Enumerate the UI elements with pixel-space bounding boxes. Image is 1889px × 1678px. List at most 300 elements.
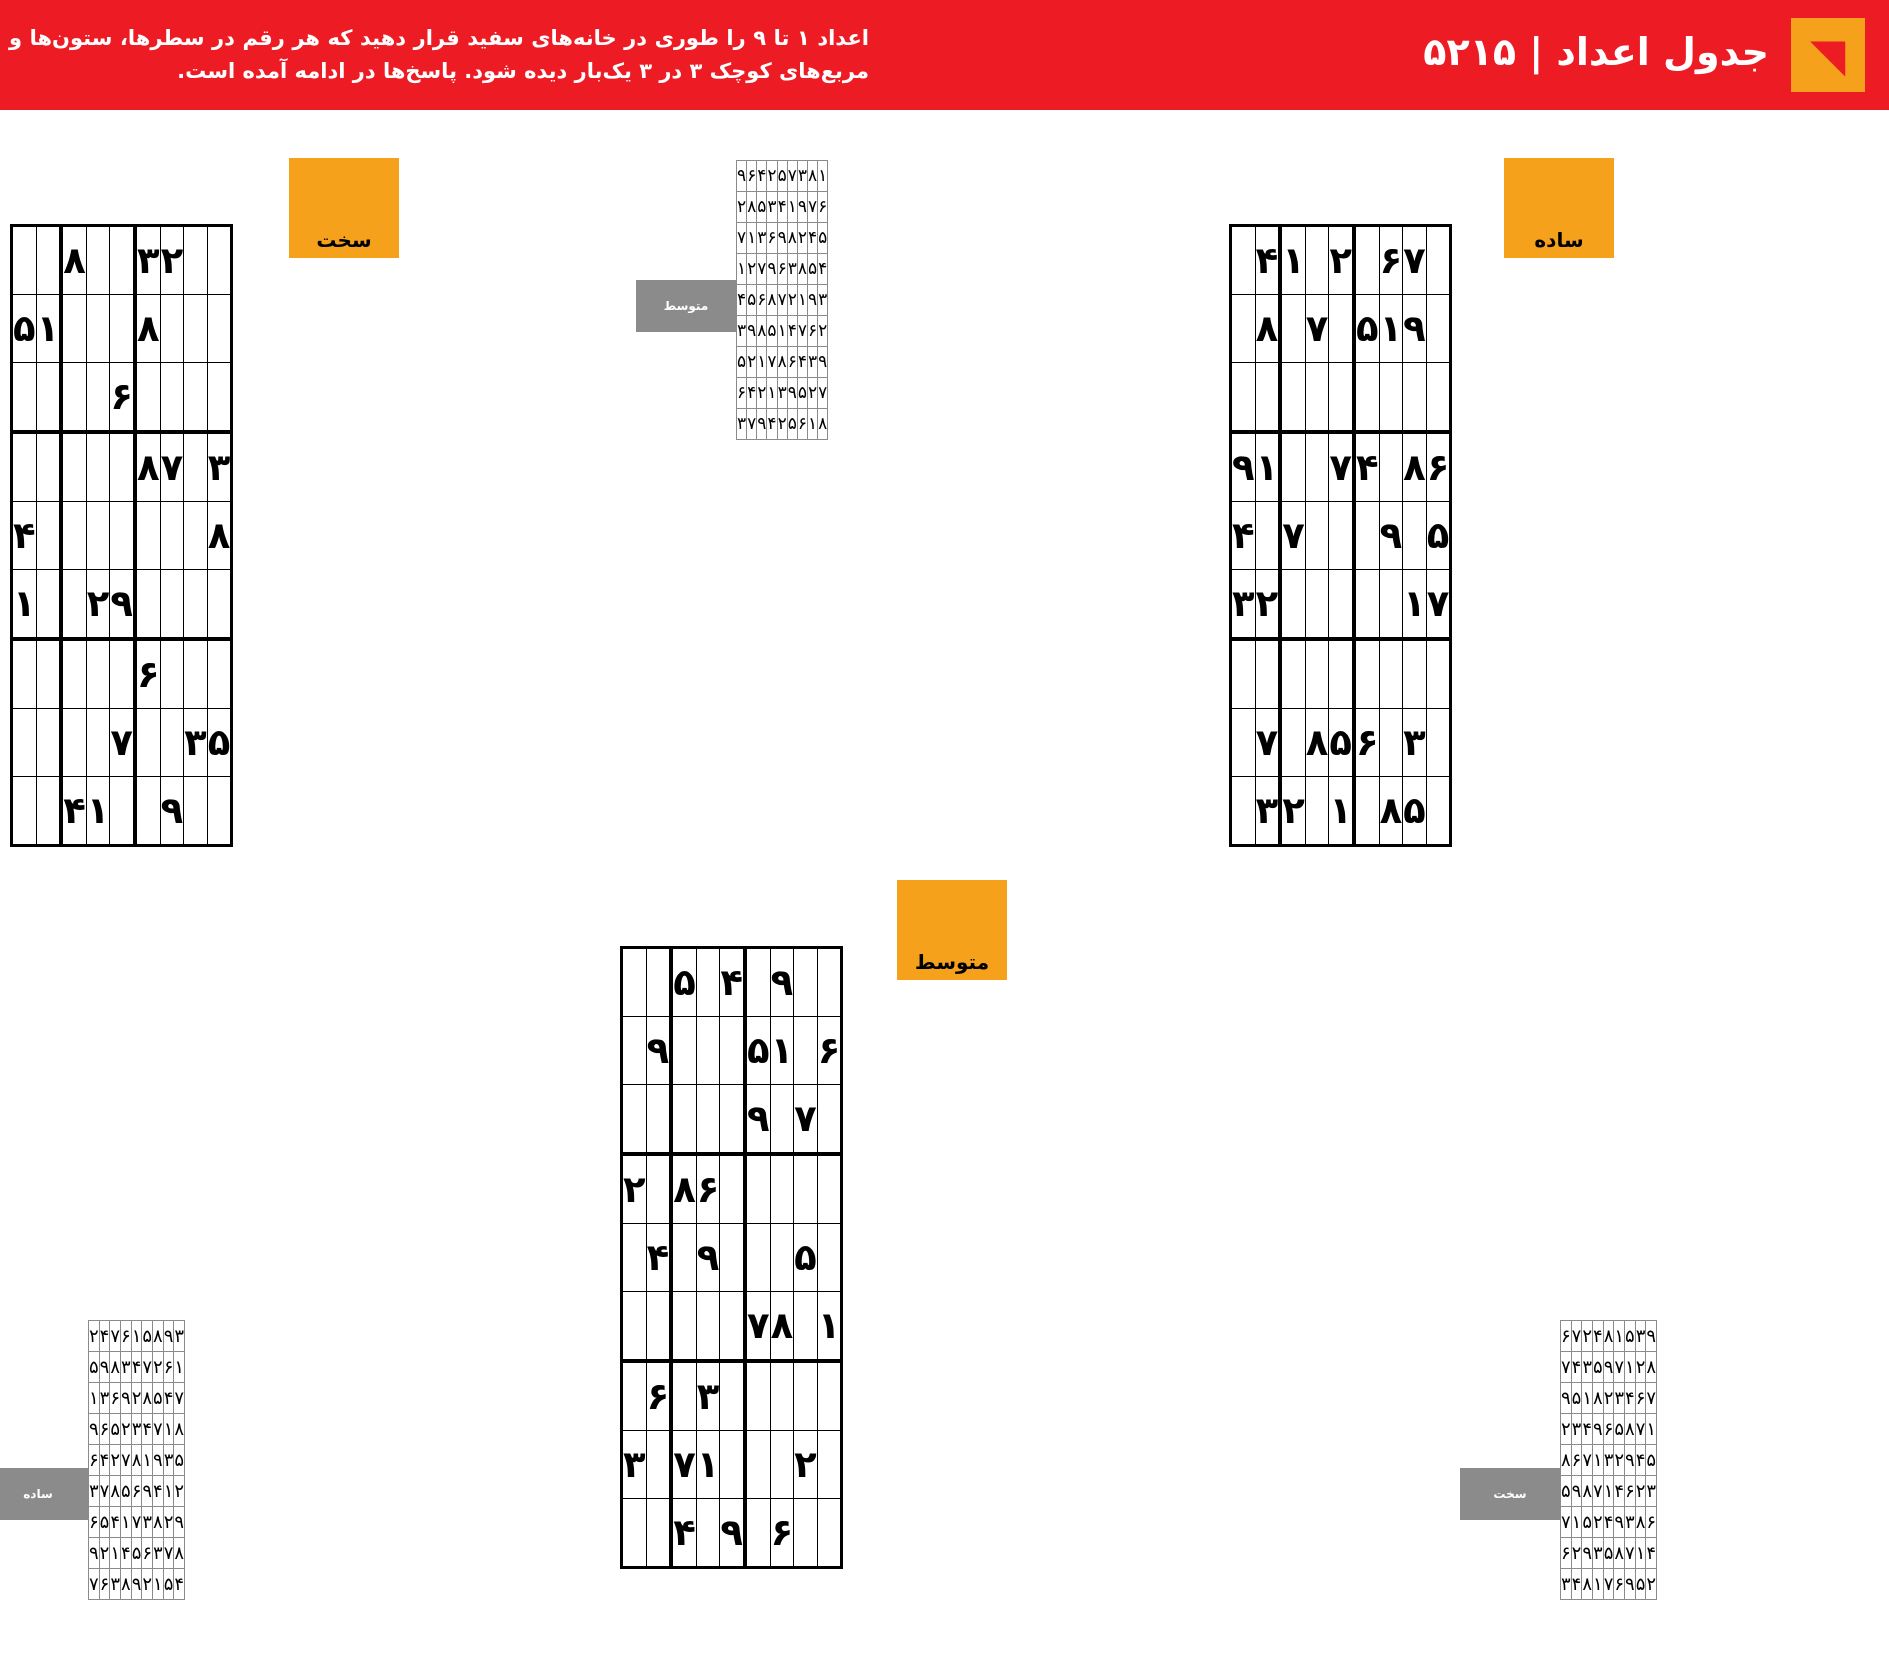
grid-cell[interactable] <box>61 363 86 433</box>
grid-cell[interactable] <box>1280 639 1305 709</box>
grid-cell[interactable]: ۷ <box>1305 295 1329 363</box>
grid-cell: ۱ <box>1614 1321 1625 1352</box>
grid-cell: ۱ <box>174 1352 185 1383</box>
grid-cell[interactable] <box>12 709 37 777</box>
grid-cell[interactable] <box>12 639 37 709</box>
grid-cell[interactable] <box>745 1499 770 1568</box>
grid-cell[interactable] <box>1280 709 1305 777</box>
grid-cell[interactable] <box>207 226 232 295</box>
grid-cell[interactable] <box>160 570 184 640</box>
grid-cell[interactable]: ۳ <box>1403 709 1427 777</box>
grid-cell[interactable] <box>1305 363 1329 433</box>
grid-cell[interactable] <box>794 1292 818 1362</box>
grid-row <box>1231 502 1451 570</box>
grid-cell[interactable] <box>696 948 720 1017</box>
grid-cell[interactable]: ۹ <box>160 777 184 846</box>
grid-cell[interactable]: ۶ <box>817 1017 842 1085</box>
grid-cell[interactable] <box>622 1017 647 1085</box>
grid-cell[interactable] <box>1231 363 1256 433</box>
grid-cell: ۲ <box>163 1507 174 1538</box>
grid-cell[interactable] <box>36 777 61 846</box>
grid-cell[interactable]: ۲ <box>160 226 184 295</box>
grid-cell[interactable] <box>110 226 135 295</box>
grid-cell[interactable]: ۱ <box>817 1292 842 1362</box>
grid-cell[interactable] <box>160 295 184 363</box>
grid-cell[interactable]: ۳ <box>1255 777 1280 846</box>
grid-cell[interactable]: ۸ <box>770 1292 794 1362</box>
grid-cell[interactable] <box>770 1154 794 1224</box>
grid-cell[interactable] <box>135 777 160 846</box>
grid-cell[interactable] <box>207 363 232 433</box>
grid-cell[interactable] <box>36 570 61 640</box>
grid-cell: ۱ <box>153 1569 164 1600</box>
grid-cell: ۲ <box>1635 1476 1646 1507</box>
grid-cell[interactable] <box>1403 639 1427 709</box>
grid-cell[interactable] <box>671 1085 696 1155</box>
grid-cell[interactable]: ۶ <box>770 1499 794 1568</box>
grid-cell[interactable] <box>110 639 135 709</box>
grid-cell[interactable] <box>135 502 160 570</box>
grid-cell[interactable] <box>671 1292 696 1362</box>
grid-cell[interactable] <box>61 432 86 502</box>
grid-cell[interactable] <box>86 295 110 363</box>
grid-cell[interactable] <box>36 502 61 570</box>
grid-cell[interactable] <box>646 1292 671 1362</box>
grid-cell: ۷ <box>1582 1445 1593 1476</box>
grid-row <box>1231 777 1451 846</box>
grid-cell[interactable] <box>1426 226 1451 295</box>
grid-cell[interactable] <box>696 1017 720 1085</box>
grid-cell[interactable]: ۱ <box>36 295 61 363</box>
grid-cell[interactable] <box>160 639 184 709</box>
grid-row <box>737 378 828 409</box>
grid-cell[interactable] <box>110 777 135 846</box>
grid-cell[interactable] <box>110 432 135 502</box>
grid-cell[interactable] <box>1354 226 1379 295</box>
grid-cell[interactable] <box>135 570 160 640</box>
grid-cell[interactable]: ۲ <box>1329 226 1354 295</box>
grid-cell[interactable]: ۴ <box>1354 432 1379 502</box>
grid-cell[interactable] <box>622 1224 647 1292</box>
grid-cell: ۷ <box>757 254 767 285</box>
grid-cell[interactable]: ۶ <box>696 1154 720 1224</box>
grid-cell[interactable] <box>160 709 184 777</box>
grid-cell[interactable] <box>794 1154 818 1224</box>
grid-cell: ۳ <box>737 316 747 347</box>
grid-cell: ۵ <box>1561 1476 1572 1507</box>
grid-cell[interactable] <box>720 1154 745 1224</box>
grid-cell[interactable] <box>36 363 61 433</box>
grid-cell[interactable] <box>1426 777 1451 846</box>
grid-cell[interactable] <box>1305 570 1329 640</box>
grid-cell[interactable]: ۷ <box>1255 709 1280 777</box>
grid-cell[interactable]: ۷ <box>1403 226 1427 295</box>
grid-cell: ۹ <box>1593 1414 1604 1445</box>
grid-cell: ۳ <box>787 254 797 285</box>
grid-cell[interactable]: ۴ <box>1231 502 1256 570</box>
grid-cell[interactable]: ۳ <box>1231 570 1256 640</box>
grid-cell[interactable] <box>1255 502 1280 570</box>
grid-cell[interactable] <box>696 1085 720 1155</box>
grid-cell[interactable] <box>61 295 86 363</box>
grid-cell: ۹ <box>777 223 787 254</box>
grid-cell[interactable] <box>1255 639 1280 709</box>
grid-cell: ۶ <box>99 1414 110 1445</box>
grid-cell[interactable] <box>86 363 110 433</box>
grid-cell: ۹ <box>1571 1476 1582 1507</box>
grid-cell[interactable] <box>720 1085 745 1155</box>
grid-cell[interactable] <box>817 948 842 1017</box>
grid-cell[interactable]: ۶ <box>1354 709 1379 777</box>
grid-cell: ۳ <box>1614 1383 1625 1414</box>
grid-cell: ۳ <box>1582 1352 1593 1383</box>
grid-cell: ۱ <box>797 285 807 316</box>
grid-cell[interactable] <box>1280 295 1305 363</box>
grid-cell[interactable] <box>671 1224 696 1292</box>
grid-cell: ۶ <box>747 161 757 192</box>
grid-cell: ۶ <box>757 285 767 316</box>
grid-cell[interactable] <box>207 295 232 363</box>
grid-cell[interactable]: ۹ <box>720 1499 745 1568</box>
grid-row <box>622 1017 842 1085</box>
grid-cell[interactable] <box>1231 295 1256 363</box>
grid-cell[interactable]: ۴ <box>12 502 37 570</box>
grid-cell: ۳ <box>807 347 817 378</box>
grid-cell[interactable]: ۵ <box>1403 777 1427 846</box>
grid-cell: ۸ <box>142 1383 153 1414</box>
puzzle-hard-grid[interactable] <box>10 224 233 847</box>
grid-cell[interactable]: ۳ <box>207 432 232 502</box>
grid-cell: ۶ <box>1571 1445 1582 1476</box>
grid-cell[interactable] <box>1426 639 1451 709</box>
puzzle-medium-grid[interactable] <box>620 946 843 1569</box>
grid-row <box>622 1224 842 1292</box>
grid-cell[interactable] <box>1280 432 1305 502</box>
grid-cell[interactable] <box>770 1361 794 1431</box>
grid-cell[interactable] <box>61 639 86 709</box>
grid-cell[interactable]: ۴ <box>61 777 86 846</box>
grid-cell[interactable] <box>1305 639 1329 709</box>
grid-cell[interactable]: ۹ <box>1231 432 1256 502</box>
grid-cell: ۲ <box>153 1352 164 1383</box>
grid-cell[interactable] <box>1354 363 1379 433</box>
grid-cell[interactable]: ۵ <box>794 1224 818 1292</box>
grid-cell[interactable] <box>184 226 208 295</box>
grid-cell[interactable] <box>1305 226 1329 295</box>
grid-cell[interactable]: ۸ <box>1305 709 1329 777</box>
grid-cell[interactable]: ۱ <box>770 1017 794 1085</box>
grid-cell: ۱ <box>1646 1414 1657 1445</box>
grid-cell[interactable]: ۹ <box>1403 295 1427 363</box>
grid-cell[interactable] <box>160 363 184 433</box>
grid-cell[interactable] <box>1379 570 1403 640</box>
grid-cell[interactable] <box>1305 777 1329 846</box>
page-header <box>0 0 1889 110</box>
grid-cell[interactable] <box>86 226 110 295</box>
grid-cell[interactable]: ۷ <box>745 1292 770 1362</box>
grid-cell[interactable] <box>1379 639 1403 709</box>
grid-cell[interactable]: ۳ <box>622 1431 647 1499</box>
grid-cell[interactable] <box>135 709 160 777</box>
grid-cell[interactable] <box>622 1361 647 1431</box>
grid-cell[interactable] <box>720 1292 745 1362</box>
grid-cell[interactable]: ۵ <box>745 1017 770 1085</box>
grid-cell[interactable] <box>12 432 37 502</box>
grid-cell[interactable]: ۸ <box>1403 432 1427 502</box>
grid-cell[interactable] <box>1231 777 1256 846</box>
grid-cell[interactable] <box>1329 295 1354 363</box>
grid-cell[interactable] <box>696 1292 720 1362</box>
grid-cell[interactable] <box>794 948 818 1017</box>
grid-cell[interactable] <box>1354 639 1379 709</box>
grid-cell: ۹ <box>818 347 828 378</box>
grid-cell[interactable] <box>817 1431 842 1499</box>
grid-row <box>622 1499 842 1568</box>
grid-cell: ۸ <box>787 223 797 254</box>
grid-cell[interactable] <box>1403 363 1427 433</box>
grid-cell[interactable]: ۷ <box>110 709 135 777</box>
grid-cell[interactable]: ۶ <box>1379 226 1403 295</box>
grid-cell[interactable] <box>184 570 208 640</box>
grid-cell[interactable]: ۴ <box>720 948 745 1017</box>
grid-cell: ۷ <box>174 1383 185 1414</box>
grid-cell[interactable] <box>1329 363 1354 433</box>
grid-cell[interactable]: ۸ <box>1255 295 1280 363</box>
grid-cell[interactable]: ۷ <box>671 1431 696 1499</box>
grid-cell[interactable] <box>184 777 208 846</box>
grid-cell: ۶ <box>1603 1414 1614 1445</box>
grid-cell[interactable] <box>86 639 110 709</box>
grid-cell[interactable] <box>794 1017 818 1085</box>
grid-cell[interactable]: ۵ <box>1329 709 1354 777</box>
grid-cell[interactable] <box>36 709 61 777</box>
grid-cell[interactable]: ۱ <box>1255 432 1280 502</box>
grid-cell[interactable]: ۶ <box>110 363 135 433</box>
grid-cell[interactable]: ۱ <box>1403 570 1427 640</box>
grid-cell[interactable]: ۱ <box>1379 295 1403 363</box>
grid-cell[interactable]: ۱ <box>86 777 110 846</box>
grid-cell[interactable]: ۸ <box>61 226 86 295</box>
grid-cell[interactable]: ۷ <box>1426 570 1451 640</box>
grid-cell[interactable]: ۸ <box>207 502 232 570</box>
grid-cell[interactable] <box>86 502 110 570</box>
grid-cell[interactable] <box>745 1154 770 1224</box>
grid-cell[interactable] <box>1231 226 1256 295</box>
grid-cell[interactable]: ۶ <box>135 639 160 709</box>
grid-cell[interactable] <box>817 1361 842 1431</box>
grid-cell: ۴ <box>131 1352 142 1383</box>
grid-cell[interactable]: ۴ <box>1255 226 1280 295</box>
grid-cell[interactable]: ۸ <box>671 1154 696 1224</box>
grid-cell[interactable] <box>1426 709 1451 777</box>
grid-cell[interactable] <box>36 639 61 709</box>
grid-cell[interactable] <box>61 502 86 570</box>
grid-cell[interactable] <box>207 639 232 709</box>
grid-cell[interactable]: ۸ <box>135 432 160 502</box>
puzzle-easy-grid[interactable] <box>1229 224 1452 847</box>
grid-cell[interactable]: ۲ <box>86 570 110 640</box>
grid-cell[interactable] <box>1354 502 1379 570</box>
grid-cell[interactable] <box>207 777 232 846</box>
grid-cell[interactable]: ۵ <box>1354 295 1379 363</box>
grid-cell: ۷ <box>163 1538 174 1569</box>
grid-cell[interactable] <box>745 1224 770 1292</box>
grid-cell[interactable] <box>720 1431 745 1499</box>
grid-cell[interactable] <box>12 777 37 846</box>
grid-cell: ۴ <box>142 1414 153 1445</box>
grid-cell[interactable] <box>696 1499 720 1568</box>
grid-cell[interactable]: ۹ <box>110 570 135 640</box>
grid-cell: ۹ <box>747 316 757 347</box>
grid-cell[interactable]: ۳ <box>696 1361 720 1431</box>
grid-cell[interactable] <box>745 948 770 1017</box>
grid-cell[interactable]: ۵ <box>1426 502 1451 570</box>
grid-cell[interactable]: ۹ <box>646 1017 671 1085</box>
grid-cell[interactable]: ۴ <box>671 1499 696 1568</box>
grid-cell[interactable]: ۷ <box>1329 432 1354 502</box>
grid-cell[interactable] <box>770 1085 794 1155</box>
grid-cell[interactable]: ۷ <box>160 432 184 502</box>
grid-cell[interactable]: ۵ <box>207 709 232 777</box>
grid-cell[interactable] <box>110 295 135 363</box>
grid-cell[interactable] <box>720 1361 745 1431</box>
grid-cell[interactable] <box>1379 363 1403 433</box>
grid-cell[interactable] <box>36 226 61 295</box>
grid-cell[interactable] <box>1329 639 1354 709</box>
grid-cell[interactable]: ۳ <box>184 709 208 777</box>
grid-cell[interactable] <box>184 295 208 363</box>
grid-cell[interactable] <box>817 1085 842 1155</box>
grid-cell[interactable] <box>622 1085 647 1155</box>
grid-cell[interactable] <box>794 1361 818 1431</box>
grid-cell[interactable] <box>646 1154 671 1224</box>
grid-cell[interactable] <box>61 570 86 640</box>
grid-cell[interactable]: ۱ <box>696 1431 720 1499</box>
grid-cell[interactable] <box>794 1499 818 1568</box>
grid-cell[interactable] <box>1231 709 1256 777</box>
grid-cell: ۴ <box>153 1476 164 1507</box>
grid-cell[interactable] <box>184 639 208 709</box>
grid-cell[interactable]: ۲ <box>622 1154 647 1224</box>
grid-cell[interactable] <box>622 1499 647 1568</box>
grid-cell[interactable]: ۲ <box>1280 777 1305 846</box>
grid-cell[interactable] <box>184 432 208 502</box>
grid-cell[interactable] <box>110 502 135 570</box>
grid-cell[interactable] <box>671 1017 696 1085</box>
grid-cell[interactable] <box>1379 709 1403 777</box>
grid-cell[interactable] <box>184 502 208 570</box>
grid-cell[interactable] <box>646 948 671 1017</box>
grid-cell[interactable] <box>1354 570 1379 640</box>
grid-row <box>89 1569 185 1600</box>
grid-cell[interactable] <box>1426 295 1451 363</box>
grid-cell[interactable] <box>1403 502 1427 570</box>
grid-row <box>737 409 828 440</box>
grid-cell[interactable] <box>671 1361 696 1431</box>
grid-cell[interactable] <box>1305 432 1329 502</box>
grid-cell[interactable] <box>1329 570 1354 640</box>
grid-cell[interactable] <box>86 709 110 777</box>
grid-row <box>1561 1507 1657 1538</box>
grid-cell[interactable]: ۵ <box>671 948 696 1017</box>
grid-cell[interactable] <box>817 1224 842 1292</box>
grid-cell[interactable]: ۶ <box>646 1361 671 1431</box>
grid-cell[interactable] <box>12 363 37 433</box>
grid-cell[interactable] <box>646 1431 671 1499</box>
grid-cell[interactable] <box>36 432 61 502</box>
grid-cell[interactable] <box>770 1431 794 1499</box>
grid-cell[interactable] <box>61 709 86 777</box>
grid-cell[interactable] <box>817 1499 842 1568</box>
grid-cell[interactable] <box>135 363 160 433</box>
grid-cell[interactable] <box>745 1361 770 1431</box>
grid-cell: ۸ <box>757 316 767 347</box>
grid-cell[interactable] <box>1231 639 1256 709</box>
grid-cell[interactable] <box>1379 432 1403 502</box>
grid-cell[interactable]: ۲ <box>1255 570 1280 640</box>
grid-cell[interactable] <box>745 1431 770 1499</box>
grid-row <box>89 1383 185 1414</box>
grid-cell[interactable] <box>207 570 232 640</box>
grid-cell: ۸ <box>1561 1445 1572 1476</box>
grid-cell[interactable]: ۳ <box>135 226 160 295</box>
grid-cell[interactable] <box>1280 363 1305 433</box>
grid-cell[interactable] <box>720 1224 745 1292</box>
grid-cell[interactable] <box>646 1085 671 1155</box>
grid-cell: ۴ <box>797 347 807 378</box>
grid-cell[interactable] <box>86 432 110 502</box>
grid-cell: ۵ <box>1571 1383 1582 1414</box>
grid-cell[interactable] <box>1255 363 1280 433</box>
grid-cell: ۷ <box>787 161 797 192</box>
grid-cell[interactable]: ۹ <box>696 1224 720 1292</box>
grid-cell[interactable]: ۱ <box>1329 777 1354 846</box>
grid-cell: ۵ <box>1646 1445 1657 1476</box>
grid-row <box>12 777 232 846</box>
grid-cell: ۷ <box>1635 1414 1646 1445</box>
grid-cell[interactable]: ۱ <box>1280 226 1305 295</box>
grid-cell[interactable]: ۹ <box>1379 502 1403 570</box>
grid-cell[interactable]: ۴ <box>646 1224 671 1292</box>
grid-cell[interactable] <box>622 948 647 1017</box>
grid-cell[interactable] <box>12 226 37 295</box>
grid-cell[interactable]: ۷ <box>1280 502 1305 570</box>
grid-cell[interactable] <box>817 1154 842 1224</box>
grid-cell[interactable] <box>184 363 208 433</box>
grid-cell[interactable] <box>160 502 184 570</box>
grid-cell[interactable] <box>770 1224 794 1292</box>
grid-cell[interactable]: ۶ <box>1426 432 1451 502</box>
grid-cell[interactable] <box>646 1499 671 1568</box>
grid-cell[interactable]: ۹ <box>745 1085 770 1155</box>
grid-cell[interactable] <box>1329 502 1354 570</box>
grid-cell[interactable] <box>622 1292 647 1362</box>
grid-cell[interactable]: ۲ <box>794 1431 818 1499</box>
grid-cell[interactable]: ۱ <box>12 570 37 640</box>
grid-cell[interactable]: ۷ <box>794 1085 818 1155</box>
grid-cell[interactable] <box>1305 502 1329 570</box>
grid-cell[interactable] <box>1280 570 1305 640</box>
grid-cell[interactable]: ۹ <box>770 948 794 1017</box>
grid-cell[interactable]: ۵ <box>12 295 37 363</box>
grid-cell[interactable]: ۸ <box>135 295 160 363</box>
grid-cell[interactable] <box>720 1017 745 1085</box>
grid-cell[interactable] <box>1426 363 1451 433</box>
grid-row <box>1231 295 1451 363</box>
grid-cell: ۶ <box>1635 1383 1646 1414</box>
grid-cell[interactable] <box>1354 777 1379 846</box>
grid-cell[interactable]: ۸ <box>1379 777 1403 846</box>
